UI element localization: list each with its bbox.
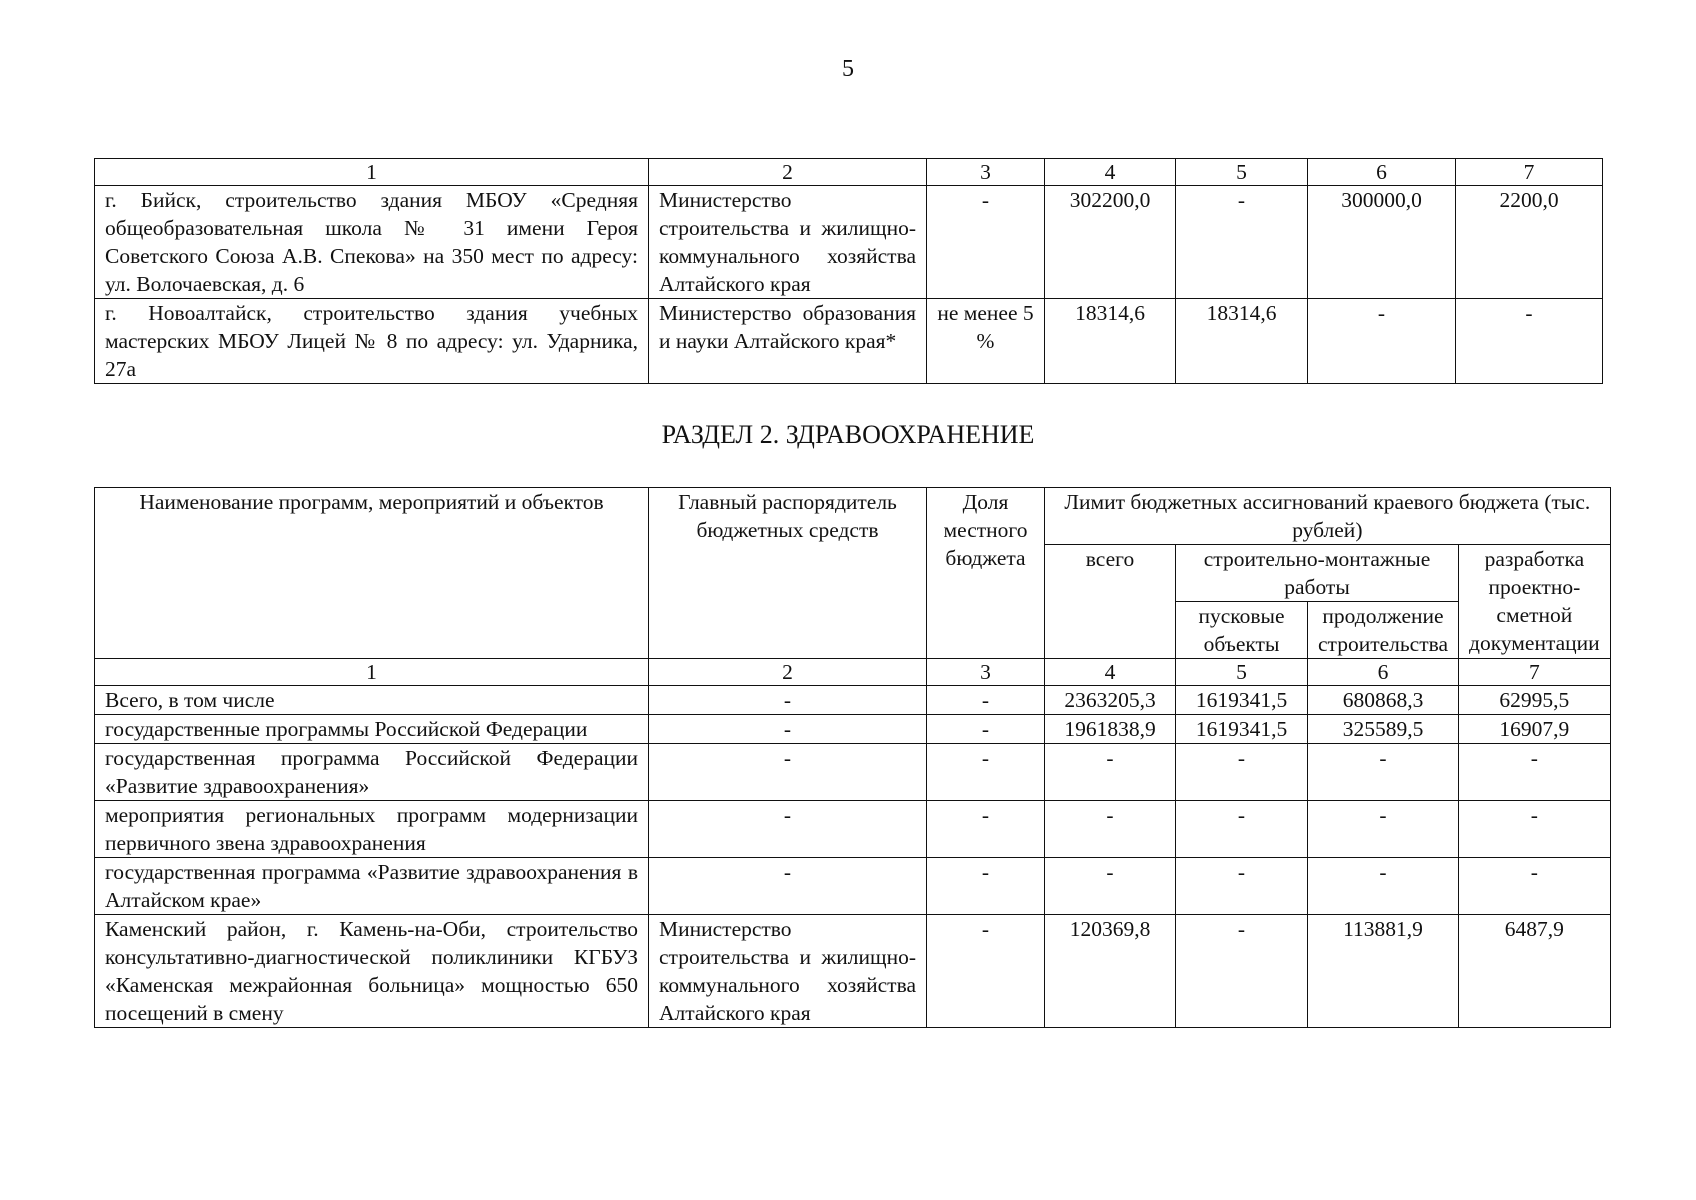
budget-manager: Министерство строительства и жилищно-коммунального хозяйства Алтайского края <box>649 186 927 299</box>
continuation-amount: 325589,5 <box>1308 715 1459 744</box>
local-share: - <box>927 186 1045 299</box>
header-continuation: продолжение строительства <box>1308 602 1459 659</box>
table-row <box>95 299 1603 384</box>
healthcare-table <box>94 487 1611 1028</box>
total-amount: - <box>1045 858 1176 915</box>
budget-manager: - <box>649 801 927 858</box>
local-share: не менее 5 % <box>927 299 1045 384</box>
continuation-amount: 680868,3 <box>1308 686 1459 715</box>
header-design: разработка проектно-сметной документации <box>1459 545 1611 659</box>
continuation-amount: - <box>1308 299 1456 384</box>
col-number: 5 <box>1176 659 1308 686</box>
launch-amount: - <box>1176 858 1308 915</box>
continuation-amount: 300000,0 <box>1308 186 1456 299</box>
total-amount: 302200,0 <box>1045 186 1176 299</box>
header-construction: строительно-монтажные работы <box>1176 545 1459 602</box>
design-amount: 2200,0 <box>1456 186 1603 299</box>
col-number: 3 <box>927 159 1045 186</box>
table-row <box>95 858 1611 915</box>
launch-amount: - <box>1176 186 1308 299</box>
launch-amount: 18314,6 <box>1176 299 1308 384</box>
local-share: - <box>927 801 1045 858</box>
launch-amount: - <box>1176 744 1308 801</box>
col-number: 1 <box>95 159 649 186</box>
col-number: 6 <box>1308 159 1456 186</box>
design-amount: 62995,5 <box>1459 686 1611 715</box>
page-number: 5 <box>842 56 854 82</box>
design-amount: 6487,9 <box>1459 915 1611 1028</box>
launch-amount: 1619341,5 <box>1176 686 1308 715</box>
continuation-amount: - <box>1308 858 1459 915</box>
total-amount: 120369,8 <box>1045 915 1176 1028</box>
continuation-amount: - <box>1308 801 1459 858</box>
table-row <box>95 715 1611 744</box>
col-number: 2 <box>649 659 927 686</box>
col-number: 5 <box>1176 159 1308 186</box>
header-local-share: Доля местного бюджета <box>927 488 1045 659</box>
design-amount: - <box>1459 801 1611 858</box>
object-name: Всего, в том числе <box>95 686 649 715</box>
table-row <box>95 915 1611 1028</box>
continuation-amount: 113881,9 <box>1308 915 1459 1028</box>
object-name: мероприятия региональных программ модернизации первичного звена здравоохранения <box>95 801 649 858</box>
col-number: 1 <box>95 659 649 686</box>
column-number-row <box>95 659 1611 686</box>
local-share: - <box>927 744 1045 801</box>
object-name: г. Новоалтайск, строительство здания учебных мастерских МБОУ Лицей № 8 по адресу: ул. Ударника, 27а <box>95 299 649 384</box>
col-number: 4 <box>1045 659 1176 686</box>
col-number: 2 <box>649 159 927 186</box>
continuation-amount: - <box>1308 744 1459 801</box>
design-amount: - <box>1459 858 1611 915</box>
total-amount: 2363205,3 <box>1045 686 1176 715</box>
section-title: РАЗДЕЛ 2. ЗДРАВООХРАНЕНИЕ <box>661 420 1035 449</box>
budget-manager: - <box>649 686 927 715</box>
launch-amount: - <box>1176 915 1308 1028</box>
col-number: 4 <box>1045 159 1176 186</box>
col-number: 7 <box>1456 159 1603 186</box>
header-launch: пусковые объекты <box>1176 602 1308 659</box>
design-amount: - <box>1456 299 1603 384</box>
table-row <box>95 744 1611 801</box>
header-total: всего <box>1045 545 1176 659</box>
budget-manager: - <box>649 715 927 744</box>
header-manager: Главный распорядитель бюджетных средств <box>649 488 927 659</box>
design-amount: 16907,9 <box>1459 715 1611 744</box>
total-amount: - <box>1045 744 1176 801</box>
total-amount: 1961838,9 <box>1045 715 1176 744</box>
table-row <box>95 801 1611 858</box>
local-share: - <box>927 858 1045 915</box>
header-limit: Лимит бюджетных ассигнований краевого бюджета (тыс. рублей) <box>1045 488 1611 545</box>
launch-amount: 1619341,5 <box>1176 715 1308 744</box>
object-name: Каменский район, г. Камень-на-Оби, строительство консультативно-диагностической поликлиники КГБУЗ «Каменская межрайонная больница» мощностью 650 посещений в смену <box>95 915 649 1028</box>
table-row <box>95 186 1603 299</box>
total-amount: - <box>1045 801 1176 858</box>
header-row <box>95 488 1611 545</box>
local-share: - <box>927 915 1045 1028</box>
total-amount: 18314,6 <box>1045 299 1176 384</box>
local-share: - <box>927 686 1045 715</box>
col-number: 3 <box>927 659 1045 686</box>
launch-amount: - <box>1176 801 1308 858</box>
budget-manager: Министерство образования и науки Алтайского края* <box>649 299 927 384</box>
header-name: Наименование программ, мероприятий и объектов <box>95 488 649 659</box>
design-amount: - <box>1459 744 1611 801</box>
budget-manager: - <box>649 744 927 801</box>
object-name: государственная программа «Развитие здравоохранения в Алтайском крае» <box>95 858 649 915</box>
budget-manager: - <box>649 858 927 915</box>
column-number-row <box>95 159 1603 186</box>
object-name: государственная программа Российской Федерации «Развитие здравоохранения» <box>95 744 649 801</box>
col-number: 7 <box>1459 659 1611 686</box>
table-row <box>95 686 1611 715</box>
object-name: г. Бийск, строительство здания МБОУ «Средняя общеобразовательная школа № 31 имени Героя Советского Союза А.В. Спекова» на 350 мест по адресу: ул. Волочаевская, д. 6 <box>95 186 649 299</box>
budget-manager: Министерство строительства и жилищно-коммунального хозяйства Алтайского края <box>649 915 927 1028</box>
col-number: 6 <box>1308 659 1459 686</box>
local-share: - <box>927 715 1045 744</box>
education-objects-table <box>94 158 1603 384</box>
object-name: государственные программы Российской Федерации <box>95 715 649 744</box>
